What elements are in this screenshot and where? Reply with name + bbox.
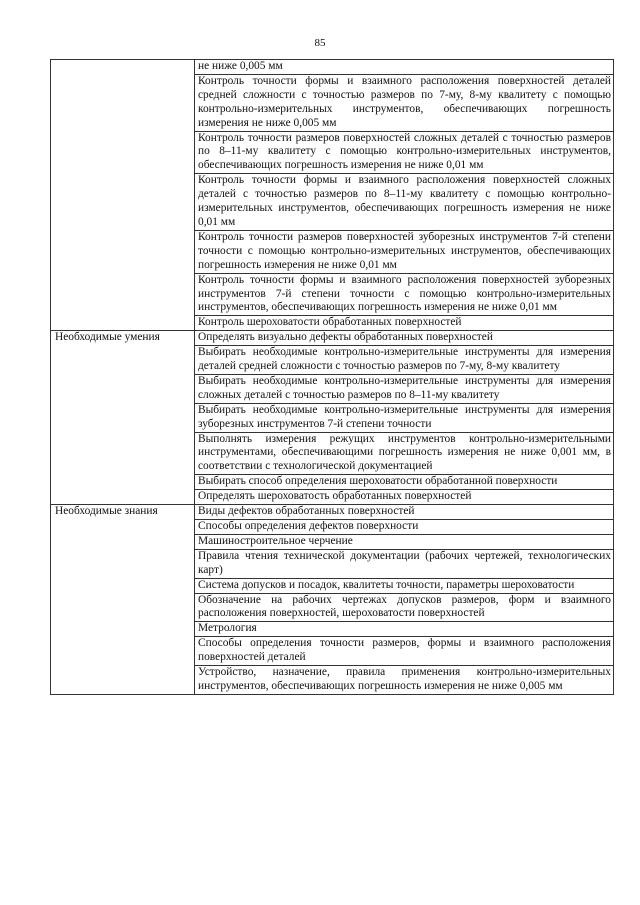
section-label bbox=[51, 60, 195, 331]
requirement-text: Контроль шероховатости обработанных поверхностей bbox=[195, 316, 614, 331]
requirement-text: Обозначение на рабочих чертежах допусков размеров, форм и взаимного расположения поверхностей, шероховатости поверхностей bbox=[195, 593, 614, 622]
requirement-text: Контроль точности формы и взаимного расположения поверхностей деталей средней сложности с точностью размеров по 7-му, 8-му квалитету с помощью контрольно-измерительных инструментов, обеспечивающих погрешность измерения не ниже 0,005 мм bbox=[195, 74, 614, 131]
requirement-text: Устройство, назначение, правила применения контрольно-измерительных инструментов, обеспечивающих погрешность измерения не ниже 0,005 мм bbox=[195, 666, 614, 695]
requirement-text: Контроль точности размеров поверхностей зуборезных инструментов 7-й степени точности с помощью контрольно-измерительных инструментов, обеспечивающих погрешность измерения не ниже 0,01 мм bbox=[195, 230, 614, 273]
requirement-text: Способы определения точности размеров, формы и взаимного расположения поверхностей деталей bbox=[195, 637, 614, 666]
requirement-text: Правила чтения технической документации (рабочих чертежей, технологических карт) bbox=[195, 549, 614, 578]
section-label: Необходимые знания bbox=[51, 505, 195, 695]
section-label: Необходимые умения bbox=[51, 331, 195, 505]
requirement-text: Машиностроительное черчение bbox=[195, 534, 614, 549]
requirement-text: Контроль точности формы и взаимного расположения поверхностей зуборезных инструментов 7-й степени точности с помощью контрольно-измерительных инструментов, обеспечивающих погрешность измерения не ниже 0,01 мм bbox=[195, 273, 614, 316]
table-row bbox=[51, 60, 614, 75]
requirement-text: не ниже 0,005 мм bbox=[195, 60, 614, 75]
table-row bbox=[51, 505, 614, 520]
requirements-table-body bbox=[51, 60, 614, 695]
requirement-text: Способы определения дефектов поверхности bbox=[195, 520, 614, 535]
requirements-table bbox=[50, 59, 614, 695]
requirement-text: Выбирать способ определения шероховатости обработанной поверхности bbox=[195, 475, 614, 490]
requirement-text: Система допусков и посадок, квалитеты точности, параметры шероховатости bbox=[195, 578, 614, 593]
requirement-text: Контроль точности размеров поверхностей сложных деталей с точностью размеров по 8–11-му квалитету с помощью контрольно-измерительных инструментов, обеспечивающих погрешность измерения не ниже 0,01 мм bbox=[195, 131, 614, 174]
table-row bbox=[51, 331, 614, 346]
requirement-text: Виды дефектов обработанных поверхностей bbox=[195, 505, 614, 520]
page-number: 85 bbox=[314, 37, 326, 49]
requirement-text: Выбирать необходимые контрольно-измерительные инструменты для измерения деталей средней сложности с точностью размеров по 7-му, 8-му квалитету bbox=[195, 346, 614, 375]
requirement-text: Метрология bbox=[195, 622, 614, 637]
requirement-text: Определять шероховатость обработанных поверхностей bbox=[195, 490, 614, 505]
requirement-text: Выполнять измерения режущих инструментов контрольно-измерительными инструментами, обеспечивающими погрешность измерения не ниже 0,001 мм, в соответствии с технологической документацией bbox=[195, 432, 614, 475]
requirement-text: Контроль точности формы и взаимного расположения поверхностей сложных деталей с точностью размеров по 8–11-му квалитету с помощью контрольно-измерительных инструментов, обеспечивающих погрешность измерения не ниже 0,01 мм bbox=[195, 174, 614, 231]
requirement-text: Определять визуально дефекты обработанных поверхностей bbox=[195, 331, 614, 346]
requirement-text: Выбирать необходимые контрольно-измерительные инструменты для измерения сложных деталей с точностью размеров по 8–11-му квалитету bbox=[195, 374, 614, 403]
requirement-text: Выбирать необходимые контрольно-измерительные инструменты для измерения зуборезных инструментов 7-й степени точности bbox=[195, 403, 614, 432]
